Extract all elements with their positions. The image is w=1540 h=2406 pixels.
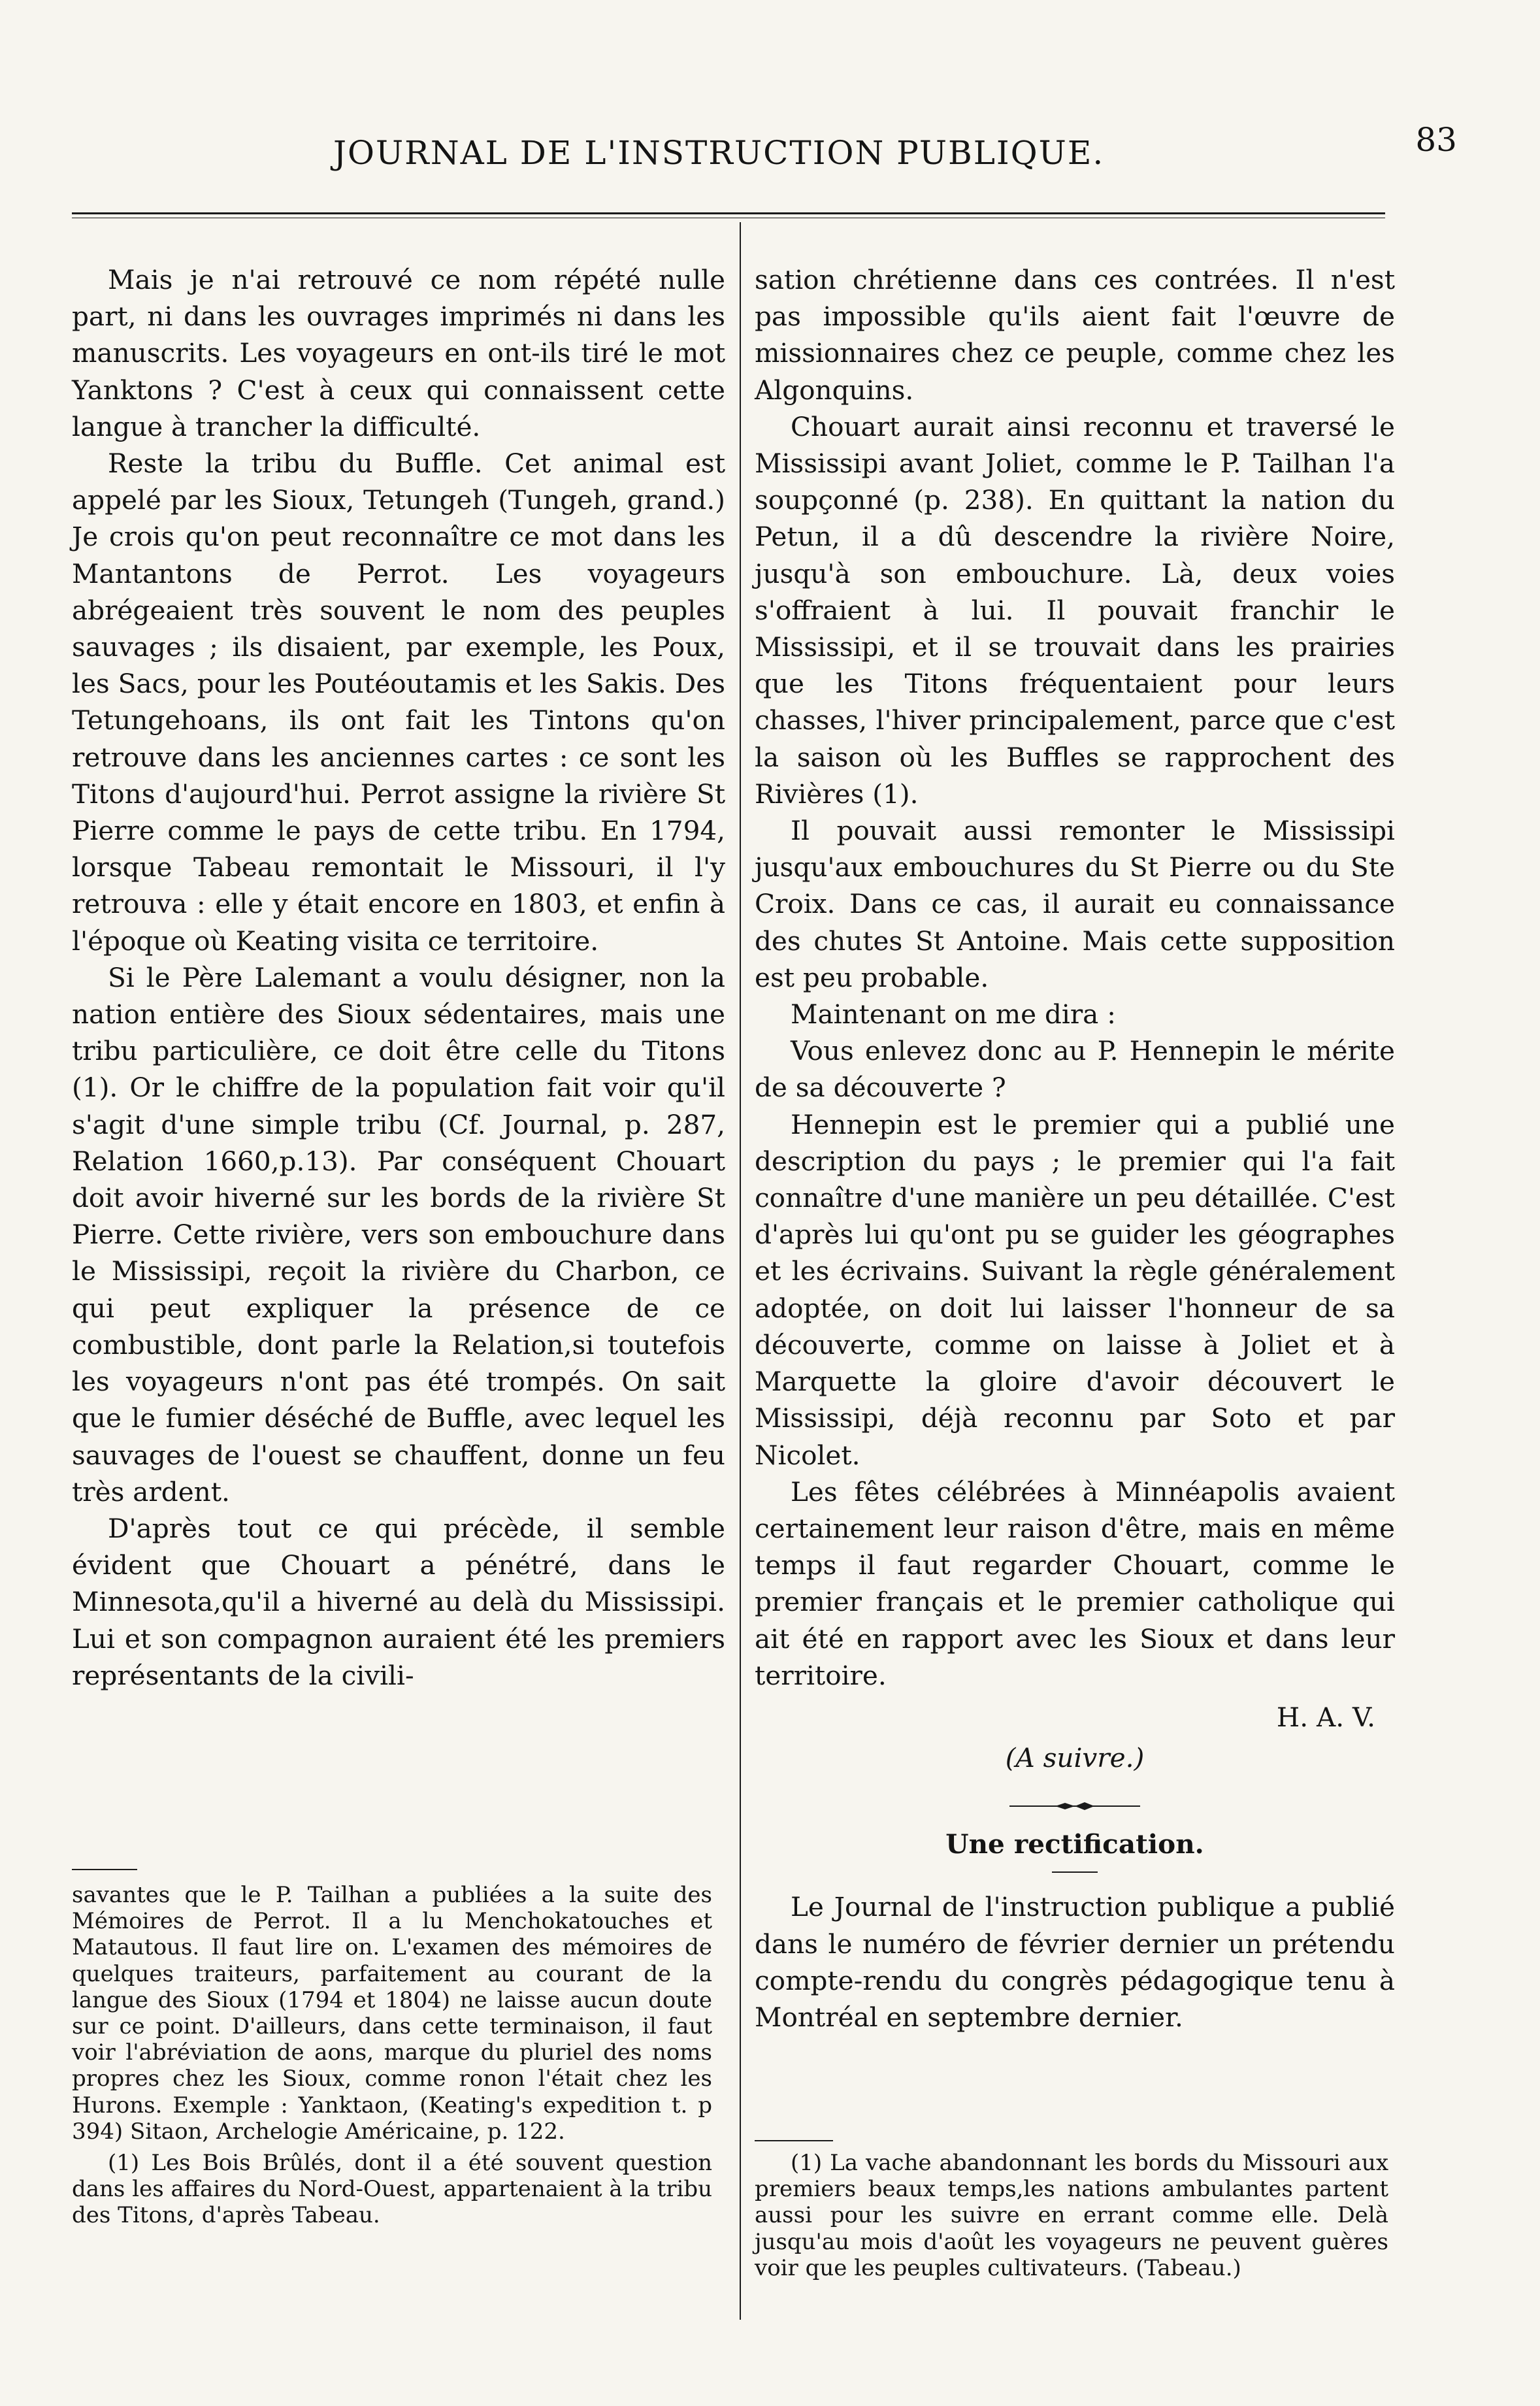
paragraph: Mais je n'ai retrouvé ce nom répété nulle part, ni dans les ouvrages imprimés ni dans les manuscrits. Les voyageurs en ont-ils tiré le mot Yanktons ? C'est à ceux qui connaissent cette langue à trancher la difficulté. — [72, 264, 725, 442]
paragraph: Hennepin est le premier qui a publié une description du pays ; le premier qui l'a fait connaître d'une manière un peu détaillée. C'est d'après lui qu'ont pu se guider les géographes et les écrivains. Suivant la règle généralement adoptée, on doit lui laisser l'honneur de sa découverte, comme on laisse à Joliet et à Marquette la gloire d'avoir découvert le Mississipi, déjà reconnu par Soto et par Nicolet. — [755, 1108, 1395, 1471]
ornament-icon — [1009, 1800, 1140, 1813]
right-footnotes — [755, 2150, 1388, 2281]
column-divider — [740, 222, 741, 2320]
page-number: 83 — [1415, 121, 1457, 159]
right-column — [755, 261, 1395, 2035]
author-signature: H. A. V. — [1276, 1701, 1375, 1733]
paragraph: Chouart aurait ainsi reconnu et traversé le Mississipi avant Joliet, comme le P. Tailhan l'a soupçonné (p. 238). En quittant la nation du Petun, il a dû descendre la rivière Noire, jusqu'à son embouchure. Là, deux voies s'offraient à lui. Il pouvait franchir le Mississipi, et il se trouvait dans les prairies que les Titons fréquentaient pour leurs chasses, l'hiver principalement, parce que c'est la saison où les Buffles se rapprochent des Rivières (1). — [755, 410, 1395, 810]
running-head: JOURNAL DE L'INSTRUCTION PUBLIQUE. — [333, 134, 1105, 172]
title-rule — [1052, 1871, 1098, 1873]
page-header — [65, 121, 1457, 180]
paragraph: Il pouvait aussi remonter le Mississipi jusqu'aux embouchures du St Pierre ou du Ste Croix. Dans ce cas, il aurait eu connaissance des chutes St Antoine. Mais cette supposition est peu probable. — [755, 815, 1395, 993]
paragraph: D'après tout ce qui précède, il semble évident que Chouart a pénétré, dans le Minnesota,qu'il a hiverné au delà du Mississipi. Lui et son compagnon auraient été les premiers représentants de la civili- — [72, 1512, 725, 1691]
left-column — [72, 261, 725, 1694]
ornament-divider — [755, 1800, 1395, 1813]
header-rule — [72, 212, 1385, 214]
to-be-continued: (A suivre.) — [1005, 1742, 1145, 1774]
footnote: (1) La vache abandonnant les bords du Missouri aux premiers beaux temps,les nations ambulantes partent aussi pour les suivre en errant comme elle. Delà jusqu'au mois d'août les voyageurs ne peuvent guères voir que les peuples cultivateurs. (Tabeau.) — [755, 2150, 1388, 2281]
footnote: savantes que le P. Tailhan a publiées a la suite des Mémoires de Perrot. Il a lu Menchokatouches et Matautous. Il faut lire on. L'examen des mémoires de quelques traiteurs, parfaitement au courant de la langue des Sioux (1794 et 1804) ne laisse aucun doute sur ce point. D'ailleurs, dans cette terminaison, il faut voir l'abréviation de aons, marque du pluriel des noms propres chez les Sioux, comme ronon l'était chez les Hurons. Exemple : Yanktaon, (Keating's expedition t. p 394) Sitaon, Archelogie Américaine, p. 122. — [72, 1882, 712, 2145]
paragraph: Si le Père Lalemant a voulu désigner, non la nation entière des Sioux sédentaires, mais une tribu particulière, ce doit être celle du Titons (1). Or le chiffre de la population fait voir qu'il s'agit d'une simple tribu (Cf. Journal, p. 287, Relation 1660,p.13). Par conséquent Chouart doit avoir hiverné sur les bords de la rivière St Pierre. Cette rivière, vers son embouchure dans le Mississipi, reçoit la rivière du Charbon, ce qui peut expliquer la présence de ce combustible, dont parle la Relation,si toutefois les voyageurs n'ont pas été trompés. On sait que le fumier déséché de Buffle, avec lequel les sauvages de l'ouest se chauffent, donne un feu très ardent. — [72, 961, 725, 1508]
section-title: Une rectification. — [945, 1828, 1204, 1860]
paragraph: Maintenant on me dira : — [791, 998, 1116, 1030]
left-footnotes — [72, 1882, 712, 2229]
paragraph: Vous enlevez donc au P. Hennepin le mérite de sa découverte ? — [755, 1035, 1395, 1104]
footnote: (1) Les Bois Brûlés, dont il a été souvent question dans les affaires du Nord-Ouest, appartenaient à la tribu des Titons, d'après Tabeau. — [72, 2150, 712, 2229]
footnote-rule — [755, 2140, 833, 2141]
paragraph: Reste la tribu du Buffle. Cet animal est appelé par les Sioux, Tetungeh (Tungeh, grand.) Je crois qu'on peut reconnaître ce mot dans les Mantantons de Perrot. Les voyageurs abrégeaient très souvent le nom des peuples sauvages ; ils disaient, par exemple, les Poux, les Sacs, pour les Poutéoutamis et les Sakis. Des Tetungehoans, ils ont fait les Tintons qu'on retrouve dans les anciennes cartes : ce sont les Titons d'aujourd'hui. Perrot assigne la rivière St Pierre comme le pays de cette tribu. En 1794, lorsque Tabeau remontait le Missouri, il l'y retrouva : elle y était encore en 1803, et enfin à l'époque où Keating visita ce territoire. — [72, 448, 725, 957]
paragraph: Le Journal de l'instruction publique a publié dans le numéro de février dernier un prétendu compte-rendu du congrès pédagogique tenu à Montréal en septembre dernier. — [755, 1891, 1395, 2033]
paragraph: sation chrétienne dans ces contrées. Il n'est pas impossible qu'ils aient fait l'œuvre de missionnaires chez ce peuple, comme chez les Algonquins. — [755, 264, 1395, 406]
footnote-rule — [72, 1869, 137, 1870]
paragraph: Les fêtes célébrées à Minnéapolis avaient certainement leur raison d'être, mais en même temps il faut regarder Chouart, comme le premier français et le premier catholique qui ait été en rapport avec les Sioux et dans leur territoire. — [755, 1475, 1395, 1691]
